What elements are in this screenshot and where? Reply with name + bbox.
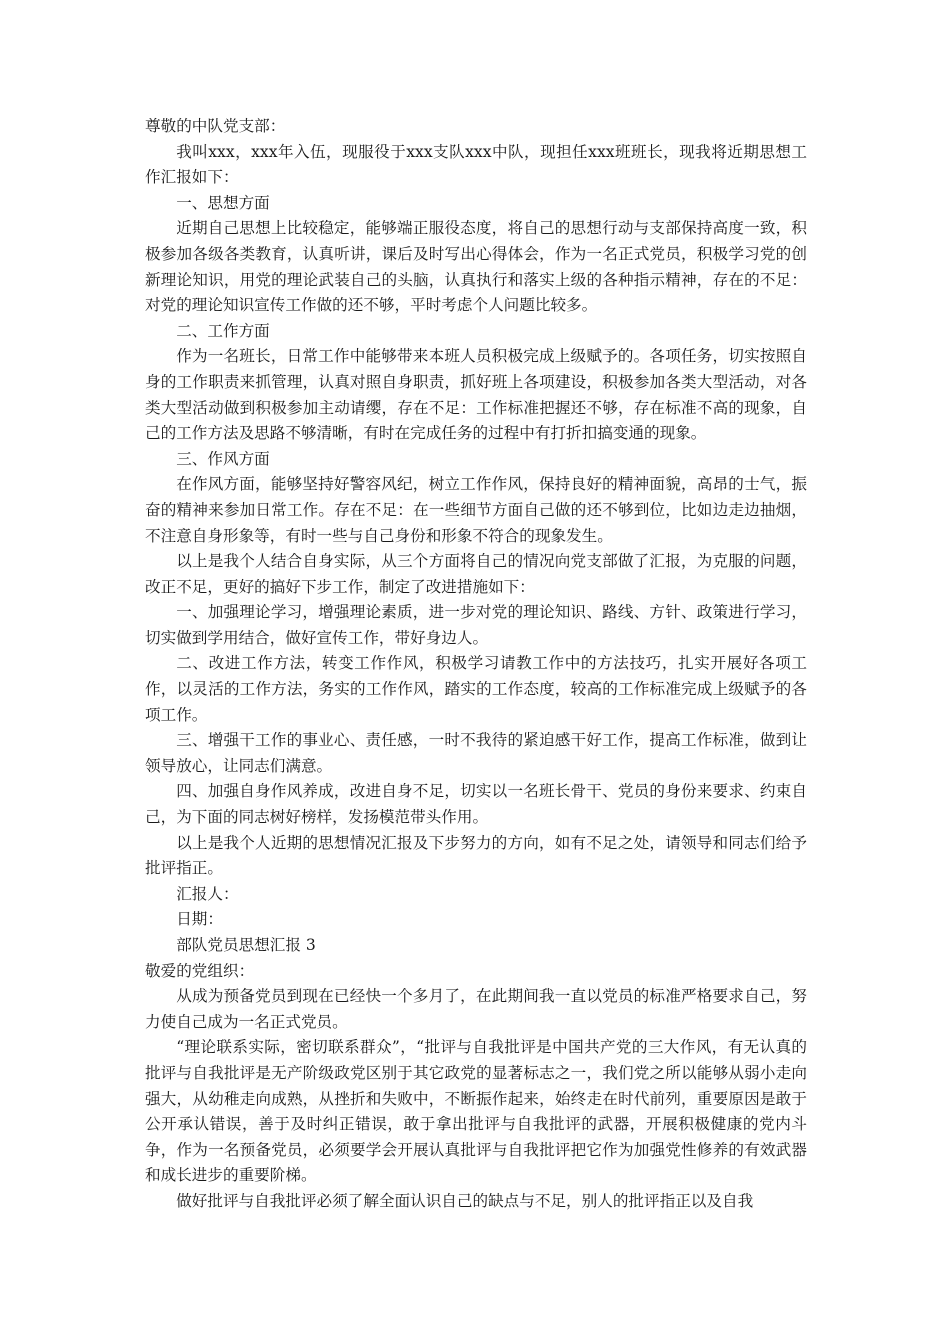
body-paragraph: 在作风方面，能够坚持好警容风纪，树立工作作风，保持良好的精神面貌，高昂的士气，振奋的精神来参加日常工作。存在不足：在一些细节方面自己做的还不够到位，比如边走边抽烟，不注意自身形象等，有时一些与自己身份和形象不符合的现象发生。 — [145, 475, 807, 545]
section-heading-work: 二、工作方面 — [176, 321, 270, 340]
salutation: 尊敬的中队党支部： — [145, 117, 286, 135]
body-paragraph: 从成为预备党员到现在已经快一个多月了，在此期间我一直以党员的标准严格要求自己，努力使自己成为一名正式党员。 — [145, 987, 807, 1031]
section-heading-thought: 一、思想方面 — [176, 193, 270, 212]
measure-item-4: 四、加强自身作风养成，改进自身不足，切实以一名班长骨干、党员的身份来要求、约束自己，为下面的同志树好榜样，发扬模范带头作用。 — [145, 782, 807, 827]
section-heading-style: 三、作风方面 — [176, 449, 270, 468]
measure-item-3: 三、增强干工作的事业心、责任感，一时不我待的紧迫感干好工作，提高工作标准，做到让领导放心，让同志们满意。 — [145, 731, 807, 775]
body-paragraph: 以上是我个人结合自身实际，从三个方面将自己的情况向党支部做了汇报，为克服的问题，改正不足，更好的搞好下步工作，制定了改进措施如下： — [145, 552, 807, 596]
document-body — [145, 114, 807, 1215]
body-paragraph: 作为一名班长，日常工作中能够带来本班人员积极完成上级赋予的。各项任务，切实按照自身的工作职责来抓管理，认真对照自身职责，抓好班上各项建设，积极参加各类大型活动，对各类大型活动做到积极参加主动请缨，存在不足：工作标准把握还不够，存在标准不高的现象，自己的工作方法及思路不够清晰，有时在完成任务的过程中有打折扣搞变通的现象。 — [145, 347, 807, 443]
salutation-2: 敬爱的党组织： — [145, 961, 255, 980]
closing-paragraph: 以上是我个人近期的思想情况汇报及下步努力的方向，如有不足之处，请领导和同志们给予批评指正。 — [145, 833, 807, 878]
measure-item-2: 二、改进工作方法，转变工作作风，积极学习请教工作中的方法技巧，扎实开展好各项工作，以灵活的工作方法，务实的工作作风，踏实的工作态度，较高的工作标准完成上级赋予的各项工作。 — [145, 654, 807, 724]
measure-item-1: 一、加强理论学习，增强理论素质，进一步对党的理论知识、路线、方针、政策进行学习，切实做到学用结合，做好宣传工作，带好身边人。 — [145, 603, 807, 647]
reporter-label: 汇报人： — [176, 884, 239, 903]
intro-paragraph: 我叫xxx，xxx年入伍，现服役于xxx支队xxx中队，现担任xxx班班长，现我将近期思想工作汇报如下： — [145, 142, 807, 187]
article-title: 部队党员思想汇报 3 — [176, 936, 316, 954]
body-paragraph: 做好批评与自我批评必须了解全面认识自己的缺点与不足，别人的批评指正以及自我 — [176, 1191, 754, 1210]
body-paragraph: “理论联系实际，密切联系群众”，“批评与自我批评是中国共产党的三大作风，有无认真的批评与自我批评是无产阶级政党区别于其它政党的显著标志之一，我们党之所以能够从弱小走向强大，从幼稚走向成熟，从挫折和失败中，不断振作起来，始终走在时代前列，重要原因是敢于公开承认错误，善于及时纠正错误，敢于拿出批评与自我批评的武器，开展积极健康的党内斗争，作为一名预备党员，必须要学会开展认真批评与自我批评把它作为加强党性修养的有效武器和成长进步的重要阶梯。 — [145, 1038, 807, 1185]
date-label: 日期： — [176, 910, 223, 929]
body-paragraph: 近期自己思想上比较稳定，能够端正服役态度，将自己的思想行动与支部保持高度一致，积极参加各级各类教育，认真听讲，课后及时写出心得体会，作为一名正式党员，积极学习党的创新理论知识，用党的理论武装自己的头脑，认真执行和落实上级的各种指示精神，存在的不足：对党的理论知识宣传工作做的还不够，平时考虑个人问题比较多。 — [145, 219, 807, 315]
